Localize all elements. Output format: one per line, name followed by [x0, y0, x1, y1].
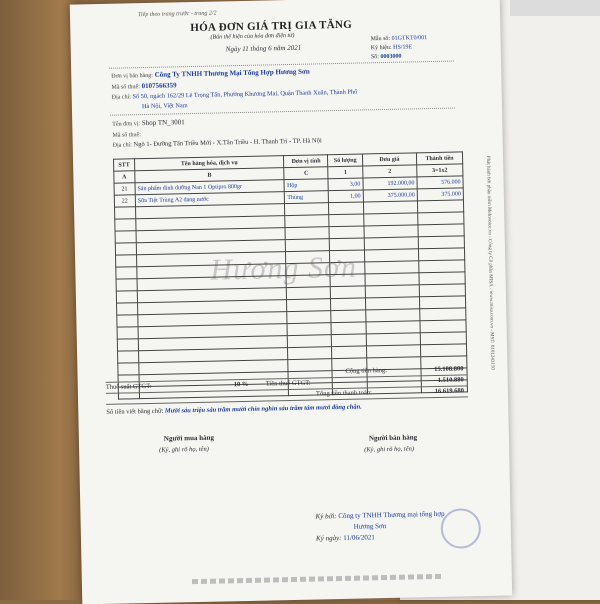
seller-name: Công Ty TNHH Thương Mại Tổng Hợp Hương Sơn: [154, 67, 310, 79]
number-value: 0003000: [380, 53, 402, 61]
total-label: Tổng tiền thanh toán:: [315, 389, 372, 398]
page-continuation-note: Tiếp theo trang trước - trang 2/2: [137, 10, 217, 19]
total-value: 16.619.680: [434, 387, 465, 396]
col-code: 3=1x2: [417, 164, 463, 177]
signed-date-label: Ký ngày:: [315, 533, 342, 543]
words-label: Số tiền viết bằng chữ:: [106, 407, 164, 416]
col-header-name: Tên hàng hóa, dịch vụ: [134, 156, 284, 171]
invoice-title: HÓA ĐƠN GIÁ TRỊ GIA TĂNG: [190, 18, 353, 35]
vat-rate-label: Thuế suất GTGT:: [105, 382, 152, 391]
vat-label: Tiền thuế GTGT:: [265, 379, 311, 388]
buyer-address-label: Địa chỉ:: [112, 142, 132, 149]
buyer-unit: Shop TN_3001: [141, 118, 185, 128]
buyer-address-line: [113, 137, 322, 148]
form-label: Mẫu số:: [370, 35, 391, 43]
buyer-signature-title: Người mua hàng: [163, 433, 215, 443]
signature-stamp-icon: [440, 508, 481, 549]
seller-tax-label: Mã số thuế:: [111, 84, 140, 91]
invoice-number: [371, 54, 402, 61]
invoice-symbol: [371, 44, 412, 51]
symbol-value: HS/19E: [393, 44, 413, 51]
invoice-subtitle: (Bản thể hiện của hóa đơn điện tử): [210, 32, 295, 41]
seller-signature-title: Người bán hàng: [368, 433, 418, 443]
row-amount: 375.000: [417, 188, 463, 201]
seller-name-label: Đơn vị bán hàng:: [111, 72, 154, 80]
subtotal-label: Cộng tiền hàng:: [345, 367, 388, 375]
vat-value: 1.510.880: [437, 376, 464, 384]
signed-by-label: Ký bởi:: [315, 512, 337, 521]
words-value: Mười sáu triệu sáu trăm mười chín nghìn sáu trăm tám mươi đồng chẵn.: [164, 403, 362, 415]
buyer-unit-label: Tên đơn vị:: [112, 121, 141, 128]
row-stt: 21: [114, 183, 135, 195]
buyer-address: Ngõ 1- Đường Tân Triều Mới - X.Tân Triều - H. Thanh Trì - TP. Hà Nội: [133, 137, 322, 149]
signed-by-line1: Công ty TNHH Thương mại tổng hợp: [338, 509, 445, 521]
buyer-tax-line: [112, 130, 141, 139]
seller-name-line: [111, 68, 310, 80]
items-table: [113, 151, 468, 399]
seller-signature-note: (Ký, ghi rõ họ, tên): [364, 445, 415, 454]
row-amount: 576.000: [417, 176, 463, 189]
subtotal-value: 15.108.800: [434, 365, 464, 374]
col-header-amount: Thành tiền: [416, 152, 462, 165]
underlying-sheet-marks: [510, 0, 600, 16]
col-code: C: [284, 167, 328, 180]
software-side-note: Phát hành bởi phần mềm MeInvoice.vn - Công ty Cổ phần MISA - www.misa.com.vn - MST: 0101243150: [485, 155, 495, 370]
seller-address-label: Địa chỉ:: [111, 94, 131, 101]
signed-by-line2: Hương Sơn: [353, 522, 387, 531]
seller-tax-line: [111, 81, 176, 90]
form-number: [370, 35, 427, 42]
col-header-stt: STT: [114, 159, 135, 171]
seller-address-line: [112, 89, 358, 101]
row-unit: Thùng: [285, 191, 329, 204]
row-price: 192.000,00: [363, 177, 417, 190]
col-code: 1: [328, 166, 363, 179]
totals-block: [105, 364, 468, 405]
col-code: A: [114, 171, 135, 183]
buyer-signature-note: (Ký, ghi rõ họ, tên): [159, 445, 210, 454]
company-watermark: Hương Sơn: [210, 250, 358, 287]
seller-address-line2: Hà Nội, Việt Nam: [141, 102, 188, 111]
number-label: Số:: [370, 54, 380, 61]
row-item-name: Sữa Tiệt Trùng A2 dạng nước: [135, 192, 285, 207]
row-qty: 1,00: [329, 190, 364, 203]
digital-signature: [315, 509, 445, 545]
seller-address-line1: Số 50, ngách 162/29 Lê Trọng Tấn, Phường Khương Mai, Quận Thanh Xuân, Thành Phố: [132, 88, 358, 101]
vat-rate-value: 10 %: [233, 380, 249, 389]
col-header-unit: Đơn vị tính: [284, 155, 328, 168]
amount-in-words: [106, 404, 362, 416]
seller-tax-code: 0107566359: [141, 81, 177, 91]
symbol-label: Ký hiệu:: [370, 44, 392, 52]
col-code: B: [135, 168, 285, 183]
row-price: 375.000,00: [363, 189, 417, 202]
invoice-page: [70, 0, 512, 604]
row-stt: 22: [114, 195, 135, 207]
invoice-date: Ngày 11 tháng 6 năm 2021: [225, 43, 302, 54]
signed-date: 11/06/2021: [343, 533, 375, 542]
row-qty: 3,00: [328, 178, 363, 191]
col-header-price: Đơn giá: [362, 153, 416, 166]
buyer-tax-label: Mã số thuế:: [112, 132, 141, 139]
form-value: 01GTKT0/001: [391, 35, 428, 42]
col-code: 2: [363, 165, 417, 178]
col-header-qty: Số lượng: [328, 154, 363, 167]
row-unit: Hộp: [284, 179, 328, 192]
buyer-unit-line: [112, 118, 185, 128]
bottom-faded-text: [192, 574, 442, 584]
row-item-name: Sản phẩm dinh dưỡng Nan 1 Optipro 800gr: [135, 180, 285, 195]
